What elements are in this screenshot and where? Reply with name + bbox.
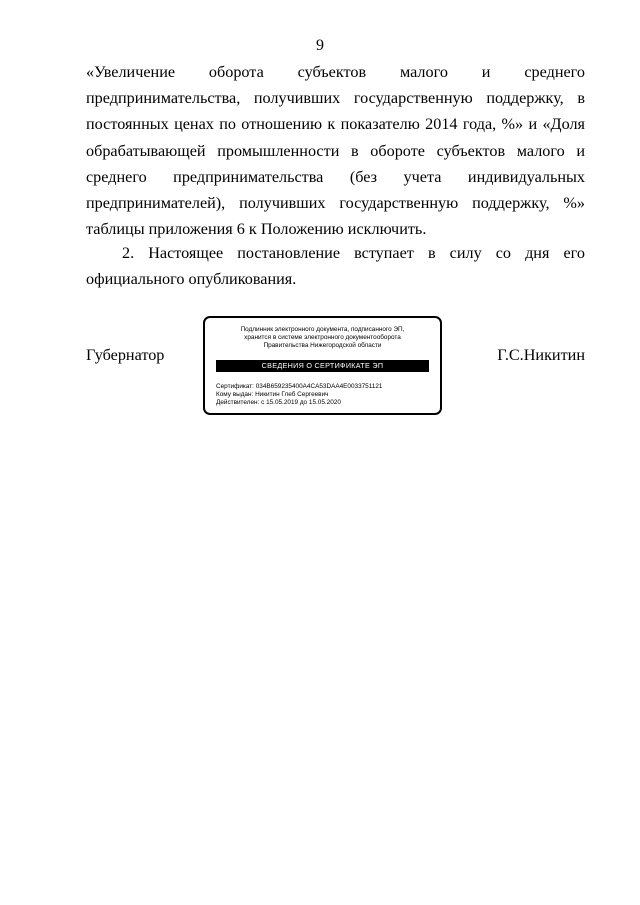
body-paragraph-2: 2. Настоящее постановление вступает в силу со дня его официального опубликования. bbox=[86, 244, 585, 289]
signatory-name: Г.С.Никитин bbox=[497, 346, 585, 364]
body-paragraph-1: «Увеличение оборота субъектов малого и среднего предпринимательства, получивших государственную поддержку, в постоянных ценах по отношению к показателю 2014 года, %» и «Доля обрабатывающей промышленности в обороте субъектов малого и среднего предпринимательства (без учета индивидуальных предпринимателей), получивших государственную поддержку, %» таблицы приложения 6 к Положению исключить. bbox=[86, 63, 585, 239]
electronic-signature-stamp bbox=[203, 316, 442, 415]
stamp-validity: Действителен: с 15.05.2019 до 15.05.2020 bbox=[216, 399, 341, 406]
stamp-header-line: хранится в системе электронного документооборота bbox=[244, 334, 401, 341]
stamp-header bbox=[205, 326, 440, 350]
signatory-position: Губернатор bbox=[86, 346, 165, 364]
stamp-issued-to: Кому выдан: Никитин Глеб Сергеевич bbox=[216, 391, 329, 398]
stamp-header-line: Правительства Нижегородской области bbox=[263, 342, 382, 349]
stamp-title-bar: СВЕДЕНИЯ О СЕРТИФИКАТЕ ЭП bbox=[216, 360, 429, 372]
stamp-certificate: Сертификат: 034B659235400A4CA53DAA4E0033751121 bbox=[216, 383, 383, 390]
page-number: 9 bbox=[316, 37, 324, 54]
stamp-details bbox=[216, 383, 432, 407]
stamp-header-line: Подлинник электронного документа, подписанного ЭП, bbox=[240, 326, 405, 333]
